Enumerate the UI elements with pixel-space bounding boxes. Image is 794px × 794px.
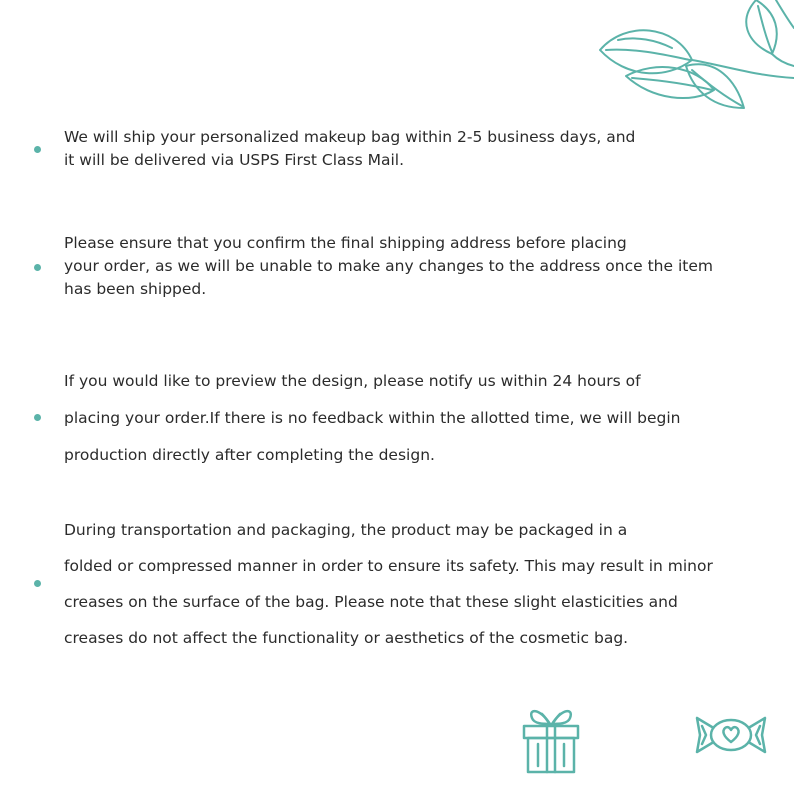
bullet-line: folded or compressed manner in order to ensure its safety. This may result in minor <box>64 557 713 575</box>
bullet-dot <box>34 414 41 421</box>
bullet-text <box>64 512 776 656</box>
bullet-line: Please ensure that you confirm the final shipping address before placing <box>64 234 627 252</box>
heart-candy-icon <box>694 714 768 756</box>
bullet-line: your order, as we will be unable to make any changes to the address once the item <box>64 257 713 275</box>
bullet-line: If you would like to preview the design, please notify us within 24 hours of <box>64 372 641 390</box>
bullet-text <box>64 232 776 301</box>
bullet-line: it will be delivered via USPS First Class Mail. <box>64 151 405 169</box>
bullet-line: production directly after completing the design. <box>64 446 435 464</box>
leaves-icon <box>596 0 794 118</box>
bullet-line: creases on the surface of the bag. Please note that these slight elasticities and <box>64 593 678 611</box>
bullet-dot <box>34 146 41 153</box>
bullet-line: placing your order.If there is no feedback within the allotted time, we will begin <box>64 409 681 427</box>
bullet-dot <box>34 580 41 587</box>
bullet-text <box>64 126 776 172</box>
bullet-text <box>64 363 776 474</box>
bullet-line: We will ship your personalized makeup bag within 2-5 business days, and <box>64 128 636 146</box>
bullet-line: During transportation and packaging, the product may be packaged in a <box>64 521 628 539</box>
bullet-dot <box>34 264 41 271</box>
bullet-line: creases do not affect the functionality or aesthetics of the cosmetic bag. <box>64 629 629 647</box>
bullet-line: has been shipped. <box>64 280 207 298</box>
gift-box-icon <box>520 700 582 776</box>
